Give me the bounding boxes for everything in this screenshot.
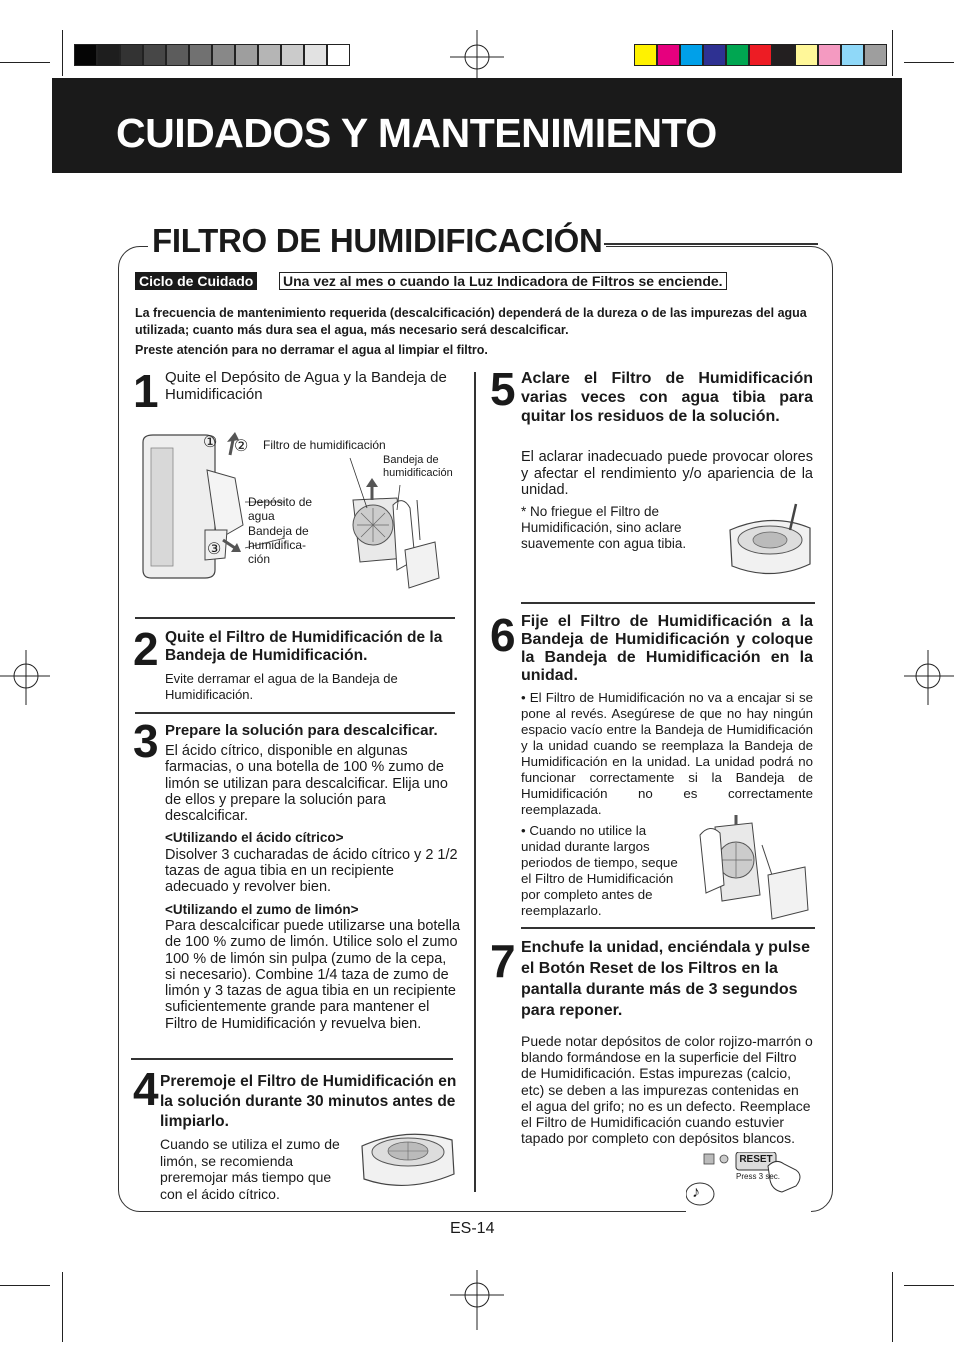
color-swatch bbox=[749, 44, 772, 66]
crop-mark bbox=[904, 62, 954, 63]
intro-line: Preste atención para no derramar el agua al limpiar el filtro. bbox=[135, 343, 488, 357]
step-number: 1 bbox=[133, 365, 159, 417]
step-note: * No friegue el Filtro de Humidificación, sino aclare suavemente con agua tibia. bbox=[521, 504, 687, 551]
step-text: Puede notar depósitos de color rojizo-marrón o blando formándose en la superficie del Filtro de Humidificación. Estas impurezas (calcio, etc) se deben a las impurezas contenidas en el agua del grifo; no es un defecto. Reemplace el Filtro de Humidificación cuando estuvier tapado por completo con depósitos blancos. bbox=[521, 1033, 813, 1147]
step-3-body bbox=[165, 743, 460, 1032]
reset-illustration bbox=[686, 1152, 811, 1212]
gray-swatch bbox=[327, 44, 350, 66]
label-tray-top: Bandeja de humidificación bbox=[383, 454, 453, 479]
crop-mark bbox=[892, 1272, 893, 1342]
step-bullet: • Cuando no utilice la unidad durante largos periodos de tiempo, seque el Filtro de Humidificación por completo antes de reemplazarlo. bbox=[521, 823, 678, 918]
reinsert-tray-illustration bbox=[690, 815, 815, 925]
step-heading: Fije el Filtro de Humidificación a la Bandeja de Humidificación y coloque la Bandeja de Humidificación en la unidad. bbox=[521, 613, 813, 684]
step-text: Disolver 3 cucharadas de ácido cítrico y 2 1/2 tazas de agua tibia en un recipiente adecuado y revolver bien. bbox=[165, 846, 458, 896]
gray-swatch bbox=[281, 44, 304, 66]
step-number: 5 bbox=[490, 363, 516, 415]
subheading-lemon: <Utilizando el zumo de limón> bbox=[165, 901, 359, 917]
press-label: Press 3 sec. bbox=[736, 1172, 781, 1181]
step-heading: Enchufe la unidad, enciéndala y pulse el Botón Reset de los Filtros en la pantalla durante más de 3 segundos para reponer. bbox=[521, 939, 810, 1019]
gray-swatch bbox=[212, 44, 235, 66]
intro-text bbox=[135, 305, 815, 359]
step-number: 4 bbox=[133, 1063, 159, 1115]
color-swatch bbox=[703, 44, 726, 66]
color-swatch bbox=[634, 44, 657, 66]
step-heading: Quite el Depósito de Agua y la Bandeja de Humidificación bbox=[165, 369, 447, 403]
color-swatch bbox=[726, 44, 749, 66]
gray-swatch bbox=[120, 44, 143, 66]
title-rule bbox=[604, 243, 818, 245]
step-divider bbox=[521, 602, 815, 604]
callout-3: ③ bbox=[207, 541, 222, 558]
step-heading: Aclare el Filtro de Humidificación varias veces con agua tibia para quitar los residuos de la solución. bbox=[521, 370, 813, 425]
step-text: Cuando se utiliza el zumo de limón, se recomienda preremojar más tiempo que con el ácido cítrico. bbox=[160, 1136, 340, 1202]
intro-line: La frecuencia de mantenimiento requerida (descalcificación) dependerá de la dureza o de las impurezas del agua utilizada; cuanto más dura sea el agua, más necesario será descalcificar. bbox=[135, 306, 807, 337]
color-swatch bbox=[864, 44, 887, 66]
subheading-citric: <Utilizando el ácido cítrico> bbox=[165, 830, 344, 846]
cycle-text: Una vez al mes o cuando la Luz Indicadora de Filtros se enciende. bbox=[279, 272, 727, 290]
gray-swatch bbox=[304, 44, 327, 66]
step-number: 2 bbox=[133, 623, 159, 675]
gray-swatch bbox=[189, 44, 212, 66]
step-number: 6 bbox=[490, 609, 516, 661]
gray-swatch bbox=[166, 44, 189, 66]
step-bullet: • El Filtro de Humidificación no va a encajar si se pone al revés. Asegúrese de que no hay ningún espacio vacío entre la Bandeja de Humidificación y la unidad cuando se reemplaza la Bandeja de Humidificación en la unidad. La unidad podrá no funcionar correctamente si la Bandeja de Humidificación no es correctamente reemplazada. bbox=[521, 690, 813, 817]
color-swatch bbox=[680, 44, 703, 66]
gray-swatch bbox=[258, 44, 281, 66]
gray-swatch bbox=[143, 44, 166, 66]
step-divider bbox=[521, 927, 815, 929]
step-divider bbox=[135, 712, 455, 714]
callout-2: ② bbox=[234, 438, 249, 455]
gray-swatch bbox=[235, 44, 258, 66]
registration-target-icon bbox=[440, 1265, 520, 1335]
step-divider bbox=[131, 1058, 453, 1060]
color-swatch bbox=[772, 44, 795, 66]
crop-mark bbox=[892, 30, 893, 76]
color-swatch bbox=[795, 44, 818, 66]
crop-mark bbox=[0, 1285, 50, 1286]
crop-mark bbox=[62, 1272, 63, 1342]
reset-label: RESET bbox=[739, 1154, 773, 1165]
label-filter: Filtro de humidificación bbox=[263, 438, 386, 452]
crop-mark bbox=[0, 62, 50, 63]
section-title: FILTRO DE HUMIDIFICACIÓN bbox=[148, 222, 606, 260]
registration-target-icon bbox=[900, 650, 954, 710]
soaking-tray-illustration bbox=[352, 1124, 464, 1199]
step-heading: Preremoje el Filtro de Humidificación en la solución durante 30 minutos antes de limpiarlo. bbox=[160, 1073, 457, 1130]
step-number: 7 bbox=[490, 935, 516, 987]
color-swatch bbox=[818, 44, 841, 66]
color-swatch bbox=[841, 44, 864, 66]
label-tank: Depósito de agua bbox=[248, 495, 313, 523]
cycle-label: Ciclo de Cuidado bbox=[135, 272, 257, 290]
callout-1: ① bbox=[203, 434, 218, 451]
music-note-icon: ♪ bbox=[692, 1184, 700, 1201]
label-tray: Bandeja de humidifica-ción bbox=[248, 524, 309, 566]
step-text: Evite derramar el agua de la Bandeja de Humidificación. bbox=[165, 671, 398, 702]
crop-mark bbox=[904, 1285, 954, 1286]
step-text: Para descalcificar puede utilizarse una botella de 100 % zumo de limón. Utilice solo el zumo 100 % de limón sin pulpa (zumo de la cepa, si necesario). Combine 1/4 taza de zumo de limón y 3 tazas de agua tibia en un recipiente suficientemente grande para mantener el Filtro de Humidificación y revuelva bien. bbox=[165, 917, 461, 1032]
step-heading: Quite el Filtro de Humidificación de la Bandeja de Humidificación. bbox=[165, 629, 443, 664]
crop-mark bbox=[62, 30, 63, 76]
page-title: CUIDADOS Y MANTENIMIENTO bbox=[116, 110, 717, 156]
registration-target-icon bbox=[0, 650, 60, 710]
step-divider bbox=[135, 617, 455, 619]
rinse-tray-illustration bbox=[724, 500, 816, 588]
gray-swatch bbox=[97, 44, 120, 66]
step-text: El aclarar inadecuado puede provocar olores y afectar el rendimiento y/o apariencia de la unidad. bbox=[521, 449, 813, 498]
gray-swatch bbox=[74, 44, 97, 66]
step-heading: Prepare la solución para descalcificar. bbox=[165, 722, 438, 739]
page-number: ES-14 bbox=[450, 1220, 495, 1237]
step-number: 3 bbox=[133, 715, 159, 767]
step-text: El ácido cítrico, disponible en algunas farmacias, o una botella de 100 % zumo de limón se utilizan para descalcificar. Elija uno de ellos y prepare la solución para descalcificar. bbox=[165, 743, 448, 825]
color-swatch bbox=[657, 44, 680, 66]
